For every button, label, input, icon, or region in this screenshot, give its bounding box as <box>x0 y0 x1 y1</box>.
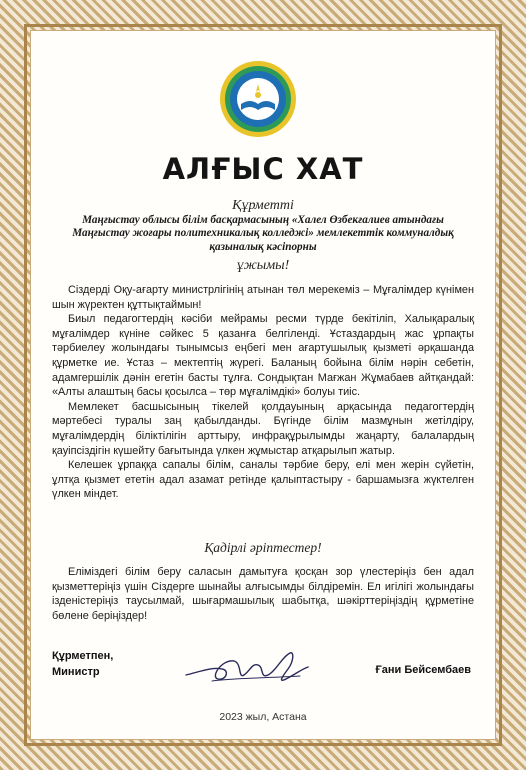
position-label: Министр <box>52 666 100 678</box>
addressee-line: қазыналық кәсіпорны <box>209 240 317 253</box>
respectfully-label: Құрметпен, <box>52 650 114 662</box>
closing-paragraph: Еліміздегі білім беру саласын дамытуға қосқан зор үлестеріңіз бен адал қызметтеріңіз үшін Сіздерге шынайы алғысымды білдіремін. Ел игілігі жолындағы ізденістеріңіз таусылмай, шығармашылық шабытқа, шәкірттеріңіздің құрметіне бөлене беріңіздер! <box>52 566 474 622</box>
colleagues-heading: Қадірлі әріптестер! <box>204 540 322 555</box>
handwritten-signature <box>182 645 312 689</box>
addressee-block <box>70 214 456 254</box>
date-place: 2023 жыл, Астана <box>219 711 307 723</box>
salutation-respect: Құрметті <box>232 198 294 213</box>
minister-name: Ғани Бейсембаев <box>375 664 471 676</box>
addressee-line: Маңғыстау жоғары политехникалық колледжі» мемлекеттік коммуналдық <box>72 227 454 240</box>
closing-body <box>52 565 474 623</box>
body-paragraph: Келешек ұрпаққа сапалы білім, саналы тәрбие беру, елі мен жерін сүйетін, ұлтқа қызмет ететін адал азамат ретінде қалыптастыру - баршамызға жүктелген үлкен міндет. <box>52 459 474 501</box>
body-paragraph: Сіздерді Оқу-ағарту министрлігінің атынан төл мерекеміз – Мұғалімдер күнімен шын жүректен құттықтаймын! <box>52 284 474 311</box>
education-emblem-icon <box>219 60 297 138</box>
body-paragraph: Биыл педагогтердің кәсіби мейрамы ресми түрде бекітіліп, Халықаралық мұғалімдер күніне сәйкес 5 қазанға белгіленді. Ұстаздардың жас ұрпақты тәрбиелеу жолындағы тынымсыз еңбегі мен ағартушылық қызметі әрқашанда құрметке ие. Ұстаз – мектептің жүрегі. Баланың бойына білім нәрін себетін, адамгершілік дәнін егетін басты тұлға. Сондықтан Мағжан Жұмабаев айтқандай: «Алты алаштың басы қосылса – төр мұғалімдікі» болуы тиіс. <box>52 313 474 399</box>
letter-body <box>52 283 474 502</box>
signature-block <box>52 648 113 680</box>
addressee-suffix: ұжымы! <box>236 258 290 273</box>
addressee-line: Маңғыстау облысы білім басқармасының «Халел Өзбекғалиев атындағы <box>82 214 444 226</box>
body-paragraph: Мемлекет басшысының тікелей қолдауының арқасында педагогтердің мәртебесі туралы заң қабылданды. Бүгінде білім мазмұнын жетілдіру, мұғалімдердің біліктілігін арттыру, инфрақұрылымды жаңарту, балалардың қауіпсіздігін күшейту бағытында үлкен жұмыстар атқарылып жатыр. <box>52 400 474 457</box>
document-title: АЛҒЫС ХАТ <box>162 152 364 186</box>
